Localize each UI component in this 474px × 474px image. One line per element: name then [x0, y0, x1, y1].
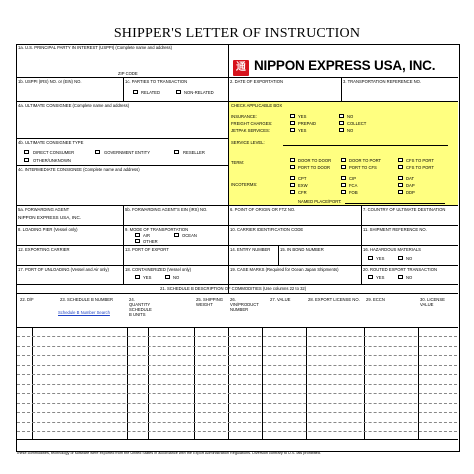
cfs-to-cfs-checkbox[interactable]: [398, 165, 403, 169]
col-header-df: 22. D/F: [20, 297, 34, 302]
ocean-label: OCEAN: [182, 233, 197, 238]
grid-row-line: [17, 365, 457, 366]
grid-row-line: [17, 403, 457, 404]
entry-number-label: 14. ENTRY NUMBER: [230, 247, 271, 252]
insurance-yes-label: YES: [298, 114, 307, 119]
carrier-id-label: 10. CARRIER IDENTIFICATION CODE: [230, 227, 304, 232]
grid-row-line: [17, 346, 457, 347]
hazardous-label: 16. HAZARDOUS MATERIALS: [363, 247, 421, 252]
port-to-port-checkbox[interactable]: [398, 158, 403, 162]
col-header-quantity: 24. QUANTITY SCHEDULE B UNITS: [129, 297, 152, 317]
logo-glyph: 通: [236, 62, 246, 73]
intermediate-consignee-label: 4c. INTERMEDIATE CONSIGNEE (Complete name and address): [18, 167, 140, 172]
divider: [16, 245, 458, 246]
insurance-no-checkbox[interactable]: [339, 114, 344, 118]
incoterm-checkbox[interactable]: [290, 190, 295, 194]
divider: [16, 138, 228, 139]
jetpak-yes-label: YES: [298, 128, 307, 133]
nippon-express-logo: [233, 60, 249, 76]
divider: [16, 77, 458, 78]
agent-ein-label: 5b. FORWARDING AGENT'S EIN (IRS) NO.: [125, 207, 208, 212]
incoterm-label: FCA: [349, 183, 358, 188]
incoterm-checkbox[interactable]: [341, 183, 346, 187]
forwarding-agent-value: NIPPON EXPRESS USA, INC.: [18, 215, 82, 220]
incoterms-label: INCOTERMS:: [231, 182, 258, 187]
destination-label: 7. COUNTRY OF ULTIMATE DESTINATION: [363, 207, 446, 212]
incoterm-label: DAT: [406, 176, 415, 181]
brand-name: NIPPON EXPRESS USA, INC.: [254, 58, 436, 73]
port-to-door-label: PORT TO DOOR: [298, 165, 331, 170]
grid-row-line: [17, 336, 457, 337]
grid-row-line: [17, 393, 457, 394]
divider: [16, 439, 458, 440]
air-checkbox[interactable]: [135, 233, 140, 237]
divider: [123, 205, 124, 284]
col-header-weight: 25. SHIPPING WEIGHT: [196, 297, 223, 307]
insurance-label: INSURANCE:: [231, 114, 257, 119]
reseller-checkbox[interactable]: [174, 150, 179, 154]
hazardous-yes-label: YES: [376, 256, 385, 261]
other-unknown-label: OTHER/UNKNOWN: [33, 158, 71, 163]
incoterm-label: CPT: [298, 176, 307, 181]
port-to-port-label: CFS TO PORT: [406, 158, 434, 163]
named-place-line: [345, 203, 445, 204]
check-applicable-label: CHECK APPLICABLE BOX: [231, 103, 283, 108]
divider: [16, 284, 458, 285]
gov-entity-checkbox[interactable]: [95, 150, 100, 154]
exporting-carrier-label: 12. EXPORTING CARRIER: [18, 247, 70, 252]
jetpak-no-label: NO: [347, 128, 354, 133]
incoterm-label: DDP: [406, 190, 415, 195]
named-place-label: NAMED PLACE/PORT:: [298, 199, 342, 204]
divider: [16, 265, 458, 266]
incoterm-checkbox[interactable]: [341, 176, 346, 180]
non-related-label: NON-RELATED: [184, 90, 214, 95]
service-level-line: [283, 145, 448, 146]
divider: [16, 101, 228, 102]
grid-row-line: [17, 384, 457, 385]
port-to-cfs-label: PORT TO CFS: [349, 165, 377, 170]
reseller-label: RESELLER: [183, 150, 205, 155]
incoterm-label: CFR: [298, 190, 307, 195]
hazardous-no-label: NO: [406, 256, 413, 261]
zip-code-label: ZIP CODE: [118, 71, 138, 76]
col-header-eccn: 29. ECCN: [366, 297, 385, 302]
date-export-label: 2. DATE OF EXPORTATION: [230, 79, 283, 84]
col-header-value: 27. VALUE: [270, 297, 291, 302]
non-related-checkbox[interactable]: [176, 90, 181, 94]
schedule-b-description-label: 21. SCHEDULE B DESCRIPTION OF COMMODITIES (Use columns 22 to 32): [160, 286, 307, 291]
incoterm-checkbox[interactable]: [290, 176, 295, 180]
origin-label: 6. POINT OF ORIGIN OR FTZ NO.: [230, 207, 296, 212]
related-label: RELATED: [141, 90, 161, 95]
containerized-yes-label: YES: [143, 275, 152, 280]
door-to-port-label: DOOR TO PORT: [349, 158, 382, 163]
incoterm-checkbox[interactable]: [398, 176, 403, 180]
jetpak-yes-checkbox[interactable]: [290, 128, 295, 132]
incoterm-checkbox[interactable]: [341, 190, 346, 194]
case-marks-label: 19. CASE MARKS (Required for Ocean Japan Shipments): [230, 267, 339, 272]
incoterm-label: EXW: [298, 183, 308, 188]
routed-no-label: NO: [406, 275, 413, 280]
hazardous-no-checkbox[interactable]: [398, 256, 403, 260]
grid-row-line: [17, 355, 457, 356]
containerized-yes-checkbox[interactable]: [135, 275, 140, 279]
transport-ref-label: 3. TRANSPORTATION REFERENCE NO.: [343, 79, 422, 84]
col-header-license-value: 30. LICENSE VALUE: [420, 297, 445, 307]
other-mode-checkbox[interactable]: [135, 239, 140, 243]
incoterm-label: FOB: [349, 190, 358, 195]
grid-row-line: [17, 422, 457, 423]
shipment-ref-label: 11. SHIPMENT REFERENCE NO.: [363, 227, 427, 232]
routed-yes-checkbox[interactable]: [368, 275, 373, 279]
door-to-door-checkbox[interactable]: [290, 158, 295, 162]
containerized-no-label: NO: [173, 275, 180, 280]
footer-statement: These commodities, technology or software were exported from the United States in accordance with the Export Administration Regulations. Diversion contrary to U.S. law prohibited.: [16, 451, 321, 455]
port-to-cfs-checkbox[interactable]: [341, 165, 346, 169]
cfs-to-cfs-label: CFS TO PORT: [406, 165, 434, 170]
usppi-ein-label: 1b. USPPI (IRS) NO. or (EIN) NO.: [18, 79, 82, 84]
collect-label: COLLECT: [347, 121, 367, 126]
routed-yes-label: YES: [376, 275, 385, 280]
mode-label: 9. MODE OF TRANSPORTATION: [125, 227, 189, 232]
divider: [16, 293, 458, 294]
ult-consignee-label: 4a. ULTIMATE CONSIGNEE (Complete name and address): [18, 103, 130, 108]
divider: [228, 101, 458, 102]
service-level-label: SERVICE LEVEL:: [231, 140, 265, 145]
ocean-checkbox[interactable]: [174, 233, 179, 237]
term-label: TERM:: [231, 160, 245, 165]
parties-label: 1c. PARTIES TO TRANSACTION: [125, 79, 188, 84]
grid-row-line: [17, 374, 457, 375]
divider: [341, 77, 342, 101]
other-mode-label: OTHER: [143, 239, 158, 244]
col-header-vin: 26. VIN/PRODUCT NUMBER: [230, 297, 259, 312]
jetpak-label: JETPAK SERVICES:: [231, 128, 270, 133]
incoterm-label: CIP: [349, 176, 356, 181]
col-header-schedule-b: 23. SCHEDULE B NUMBER: [60, 297, 114, 302]
other-unknown-checkbox[interactable]: [24, 158, 29, 162]
containerized-label: 18. CONTAINERIZED (Vessel only): [125, 267, 192, 272]
direct-consumer-checkbox[interactable]: [24, 150, 29, 154]
prepaid-label: PREPAID: [298, 121, 317, 126]
divider: [361, 205, 362, 284]
gov-entity-label: GOVERNMENT ENTITY: [104, 150, 150, 155]
consignee-type-label: 4b. ULTIMATE CONSIGNEE TYPE: [18, 140, 84, 145]
incoterm-checkbox[interactable]: [290, 183, 295, 187]
routed-no-checkbox[interactable]: [398, 275, 403, 279]
divider: [16, 327, 458, 328]
incoterm-checkbox[interactable]: [398, 190, 403, 194]
prepaid-checkbox[interactable]: [290, 121, 295, 125]
grid-row-line: [17, 431, 457, 432]
hazardous-yes-checkbox[interactable]: [368, 256, 373, 260]
page-title: SHIPPER'S LETTER OF INSTRUCTION: [113, 26, 361, 41]
col-header-license: 28. EXPORT LICENSE NO.: [308, 297, 360, 302]
divider: [16, 205, 458, 206]
direct-consumer-label: DIRECT CONSUMER: [33, 150, 75, 155]
air-label: AIR: [143, 233, 150, 238]
collect-checkbox[interactable]: [339, 121, 344, 125]
insurance-yes-checkbox[interactable]: [290, 114, 295, 118]
jetpak-no-checkbox[interactable]: [339, 128, 344, 132]
routed-export-label: 20. ROUTED EXPORT TRANSACTION: [363, 267, 437, 272]
related-checkbox[interactable]: [133, 90, 138, 94]
grid-row-line: [17, 412, 457, 413]
port-export-label: 13. PORT OF EXPORT: [125, 247, 169, 252]
schedule-b-search-link[interactable]: Schedule B Number Search: [58, 310, 110, 315]
usppi-label: 1a. U.S. PRINCIPAL PARTY IN INTEREST (USPPI) (Complete name and address): [18, 45, 172, 50]
divider: [278, 245, 279, 265]
incoterm-checkbox[interactable]: [398, 183, 403, 187]
in-bond-label: 15. IN BOND NUMBER: [280, 247, 324, 252]
freight-label: FREIGHT CHARGES:: [231, 121, 273, 126]
loading-pier-label: 8. LOADING PIER (Vessel only): [18, 227, 78, 232]
incoterm-label: DAP: [406, 183, 415, 188]
insurance-no-label: NO: [347, 114, 354, 119]
forwarding-agent-label: 5a. FORWARDING AGENT: [18, 207, 70, 212]
door-to-door-label: DOOR TO DOOR: [298, 158, 332, 163]
divider: [16, 165, 228, 166]
divider: [123, 77, 124, 101]
port-to-door-checkbox[interactable]: [290, 165, 295, 169]
port-unloading-label: 17. PORT OF UNLOADING (Vessel and Air only): [18, 267, 109, 272]
divider: [16, 225, 458, 226]
door-to-port-checkbox[interactable]: [341, 158, 346, 162]
containerized-no-checkbox[interactable]: [165, 275, 170, 279]
